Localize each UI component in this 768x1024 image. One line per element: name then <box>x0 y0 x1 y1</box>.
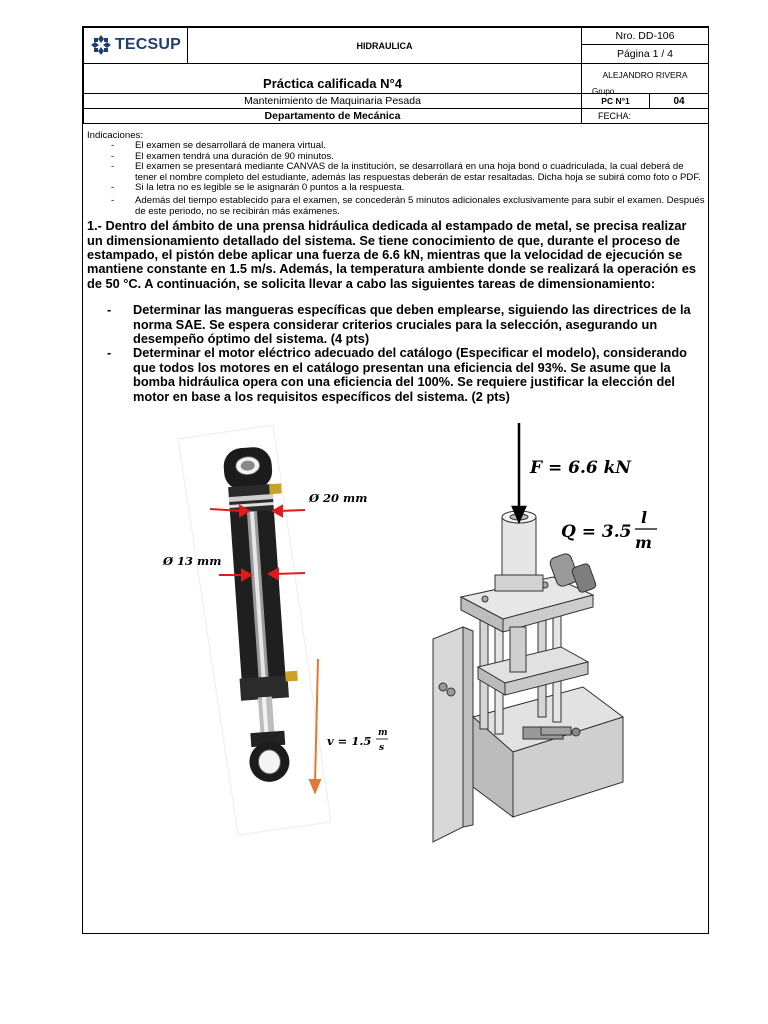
force-label: F = 6.6 kN <box>530 458 631 478</box>
task-item: - Determinar las mangueras específicas que deben emplearse, siguiendo las directrices de la norma SAE. Se espera considerar criterios cruciales para la selección, asegurando un desempeño óptimo del sistema. (4 pts) <box>87 303 707 346</box>
group-label: Grupo <box>592 87 615 96</box>
hydraulic-press-drawing <box>433 511 623 842</box>
pc-value: 04 <box>650 94 709 109</box>
department: Departamento de Mecánica <box>84 109 582 124</box>
logo-text: TECSUP <box>114 35 182 53</box>
date-label: FECHA: <box>582 109 709 124</box>
exam-title: Práctica calificada N°4 <box>84 64 582 94</box>
question-text: 1.- Dentro del ámbito de una prensa hidráulica dedicada al estampado de metal, se precisa realizar un dimensionamiento detallado del sistema. Se tiene conocimiento de que, durante el proceso de estampado, el pistón debe aplicar una fuerza de 6.6 kN, mientras que la velocidad de ejecución se mantiene constante en 1.5 m/s. Además, la temperatura ambiente donde se realizará la operación es de 50 °C. A continuación, se solicita llevar a cabo las siguientes tareas de dimensionamiento: <box>87 218 697 291</box>
rod-diameter-label: Ø 13 mm <box>163 554 222 568</box>
indication-item: - El examen se presentará mediante CANVAS de la institución, se desarrollará en una hoja bond o cuadriculada, la cual deberá de tener el nombre completo del estudiante, además las respuestas deberán de estar resaltadas. Dicha hoja se subirá como foto o PDF. <box>87 162 707 183</box>
indication-item: - El examen se desarrollará de manera virtual. <box>87 141 707 152</box>
student-name: ALEJANDRO RIVERA <box>602 69 688 80</box>
bore-diameter-label: Ø 20 mm <box>309 491 368 505</box>
velocity-unit-num: m <box>378 728 388 738</box>
indication-item: - Si la letra no es legible se le asignarán 0 puntos a la respuesta. <box>87 183 707 194</box>
program-name: Mantenimiento de Maquinaria Pesada <box>84 94 582 109</box>
velocity-label: v = 1.5 <box>327 734 372 748</box>
doc-number: Nro. DD-106 <box>582 28 709 45</box>
flow-unit-den: m <box>635 533 652 552</box>
velocity-unit-den: s <box>379 743 385 753</box>
exam-page <box>82 26 709 934</box>
hydraulic-cylinder-drawing <box>223 445 305 783</box>
task-item: - Determinar el motor eléctrico adecuado del catálogo (Especificar el modelo), considerando que todos los motores en el catálogo presentan una eficiencia del 93%. Se asume que la bomba hidráulica opera con una eficiencia del 100%. Se requiere justificar la elección del motor en base a los requisitos específicos del sistema. (2 pts) <box>87 346 707 404</box>
indication-item: - Además del tiempo establecido para el examen, se concederán 5 minutos adicionales exclusivamente para subir el examen. Después de este periodo, no se recibirán más exámenes. <box>87 196 707 217</box>
velocity-arrow <box>310 659 320 792</box>
pc-label: PC N°1 <box>582 94 650 109</box>
indications-title: Indicaciones: <box>87 130 143 141</box>
force-arrow <box>513 423 525 521</box>
figure-illustration <box>83 27 708 933</box>
page-number: Página 1 / 4 <box>582 45 709 64</box>
course-title: HIDRAULICA <box>188 28 582 64</box>
indication-item: - El examen tendrá una duración de 90 minutos. <box>87 152 707 163</box>
flow-unit-num: l <box>641 508 648 527</box>
flow-label: Q = 3.5 <box>561 522 632 542</box>
